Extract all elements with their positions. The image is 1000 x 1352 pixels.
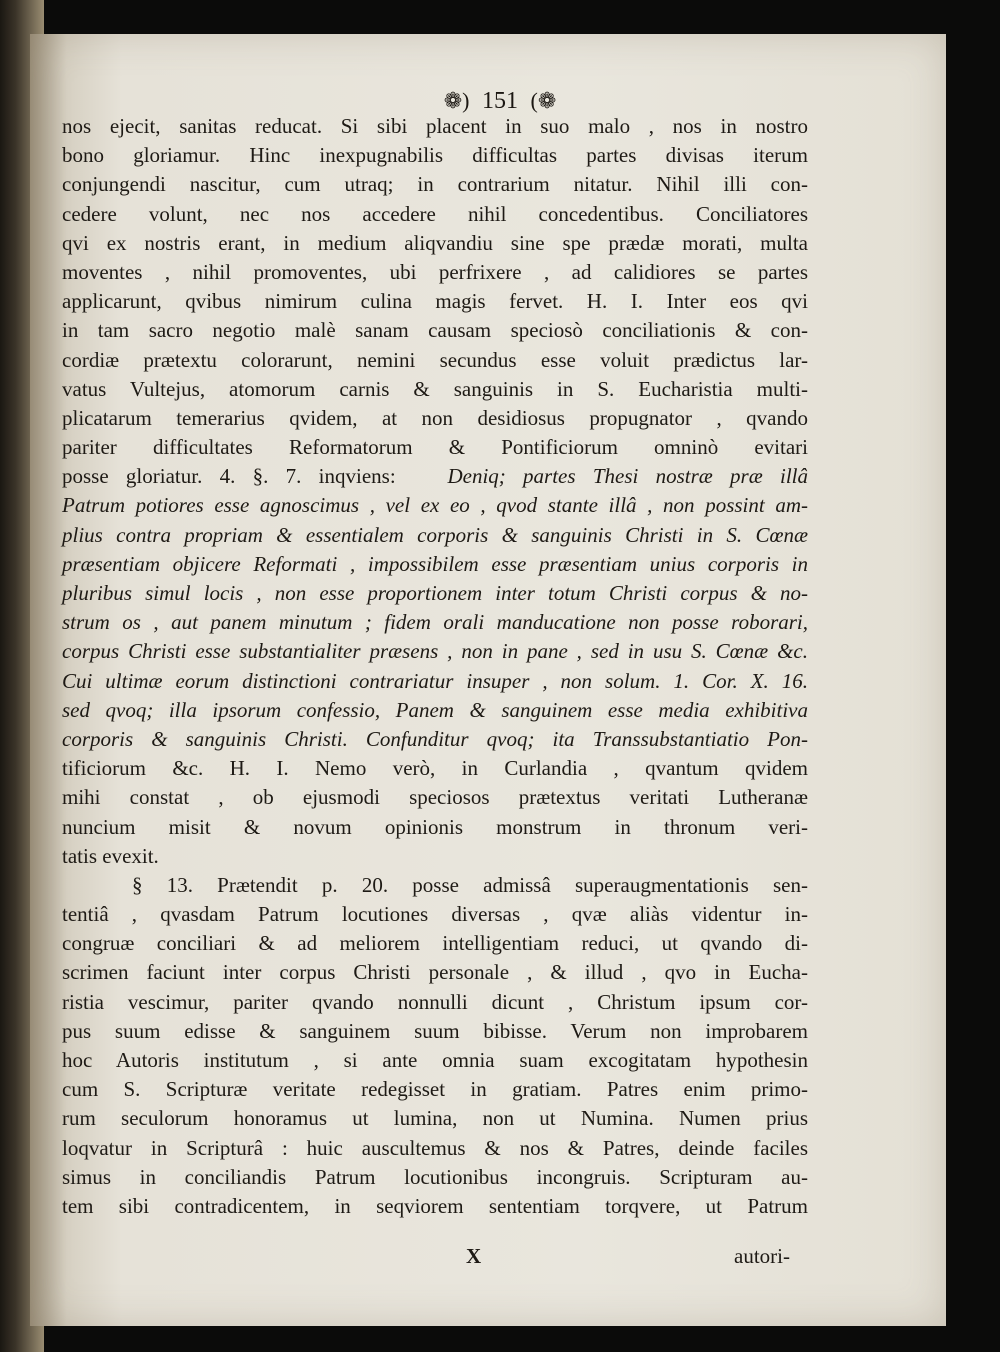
roman-segment: posse gloriatur. 4. §. 7. inqviens: xyxy=(62,464,396,489)
text-line: tificiorum &c. H. I. Nemo verò, in Curlandia , qvantum qvidem xyxy=(62,756,808,781)
text-line-italic: Patrum potiores esse agnoscimus , vel ex eo , qvod stante illâ , non possint am- xyxy=(62,493,808,518)
text-line-italic: strum os , aut panem minutum ; fidem orali manducatione non posse roborari, xyxy=(62,610,808,635)
catchword: autori- xyxy=(734,1244,790,1268)
text-line: congruæ conciliari & ad meliorem intelligentiam reduci, ut qvando di- xyxy=(62,931,808,956)
text-line: plicatarum temerarius qvidem, at non desidiosus propugnator , qvando xyxy=(62,405,808,430)
text-line: hoc Autoris institutum , si ante omnia suam excogitatam hypothesin xyxy=(62,1048,808,1072)
page-footer xyxy=(0,1244,1000,1274)
page-number: 151 xyxy=(482,87,518,114)
text-line-mixed xyxy=(62,462,808,491)
text-line-italic: corporis & sanguinis Christi. Confunditur qvoq; ita Transsubstantiatio Pon- xyxy=(62,726,808,751)
text-line: conjungendi nascitur, cum utraq; in contrarium nitatur. Nihil illi con- xyxy=(62,172,808,197)
text-line: tentiâ , qvasdam Patrum locutiones diversas , qvæ aliàs videntur in- xyxy=(62,902,808,927)
text-line: simus in conciliandis Patrum locutionibus incongruis. Scripturam au- xyxy=(62,1164,808,1189)
text-line-italic: sed qvoq; illa ipsorum confessio, Panem & sanguinem esse media exhibitiva xyxy=(62,697,808,722)
text-line-italic: corpus Christi esse substantialiter præsens , non in pane , sed in usu S. Cœnæ &c. xyxy=(62,639,808,664)
text-line: applicarunt, qvibus nimirum culina magis fervet. H. I. Inter eos qvi xyxy=(62,289,808,314)
text-line: cedere volunt, nec nos accedere nihil concedentibus. Conciliatores xyxy=(62,201,808,226)
text-line: loqvatur in Scripturâ : huic auscultemus & nos & Patres, deinde faciles xyxy=(62,1135,808,1160)
text-line: moventes , nihil promoventes, ubi perfrixere , ad calidiores se partes xyxy=(62,259,808,284)
text-line: bono gloriamur. Hinc inexpugnabilis difficultas partes divisas iterum xyxy=(62,143,808,168)
text-line: qvi ex nostris erant, in medium aliqvandiu sine spe prædæ morati, multa xyxy=(62,230,808,255)
ornament-right-icon: (❁ xyxy=(530,88,557,114)
text-line: tatis evexit. xyxy=(62,843,159,868)
text-line: in tam sacro negotio malè sanam causam speciosò conciliationis & con- xyxy=(62,318,808,343)
text-line: cordiæ prætextu colorarunt, nemini secundus esse voluit prædictus lar- xyxy=(62,347,808,372)
signature-mark: X xyxy=(466,1244,482,1268)
text-line: pariter difficultates Reformatorum & Pontificiorum omninò evitari xyxy=(62,435,808,460)
italic-segment: Deniq; partes Thesi nostræ præ illâ xyxy=(447,464,808,489)
ornament-left-icon: ❁) xyxy=(443,88,470,114)
text-line: nos ejecit, sanitas reducat. Si sibi placent in suo malo , nos in nostro xyxy=(62,114,808,138)
text-line-italic: pluribus simul locis , non esse proportionem inter totum Christi corpus & no- xyxy=(62,581,808,605)
paragraph-start: § 13. Prætendit p. 20. posse admissâ superaugmentationis sen- xyxy=(132,872,808,897)
text-line-italic: præsentiam objicere Reformati , impossibilem esse præsentiam unius corporis in xyxy=(62,551,808,576)
text-line: ristia vescimur, pariter qvando nonnulli dicunt , Christum ipsum cor- xyxy=(62,989,808,1014)
body-text xyxy=(62,112,808,1221)
text-line-italic: plius contra propriam & essentialem corporis & sanguinis Christi in S. Cœnæ xyxy=(62,522,808,547)
text-line-italic: Cui ultimæ eorum distinctioni contrariatur insuper , non solum. 1. Cor. X. 16. xyxy=(62,668,808,693)
text-line: mihi constat , ob ejusmodi speciosos prætextus veritati Lutheranæ xyxy=(62,785,808,810)
text-line: tem sibi contradicentem, in seqviorem sententiam torqvere, ut Patrum xyxy=(62,1193,808,1218)
text-line: cum S. Scripturæ veritate redegisset in gratiam. Patres enim primo- xyxy=(62,1077,808,1102)
text-line: pus suum edisse & sanguinem suum bibisse. Verum non improbarem xyxy=(62,1018,808,1043)
text-line: rum seculorum honoramus ut lumina, non ut Numina. Numen prius xyxy=(62,1106,808,1131)
page-header xyxy=(0,84,1000,115)
text-line: vatus Vultejus, atomorum carnis & sanguinis in S. Eucharistia multi- xyxy=(62,376,808,401)
text-line: scrimen faciunt inter corpus Christi personale , & illud , qvo in Eucha- xyxy=(62,960,808,985)
text-line: nuncium misit & novum opinionis monstrum in thronum veri- xyxy=(62,814,808,839)
